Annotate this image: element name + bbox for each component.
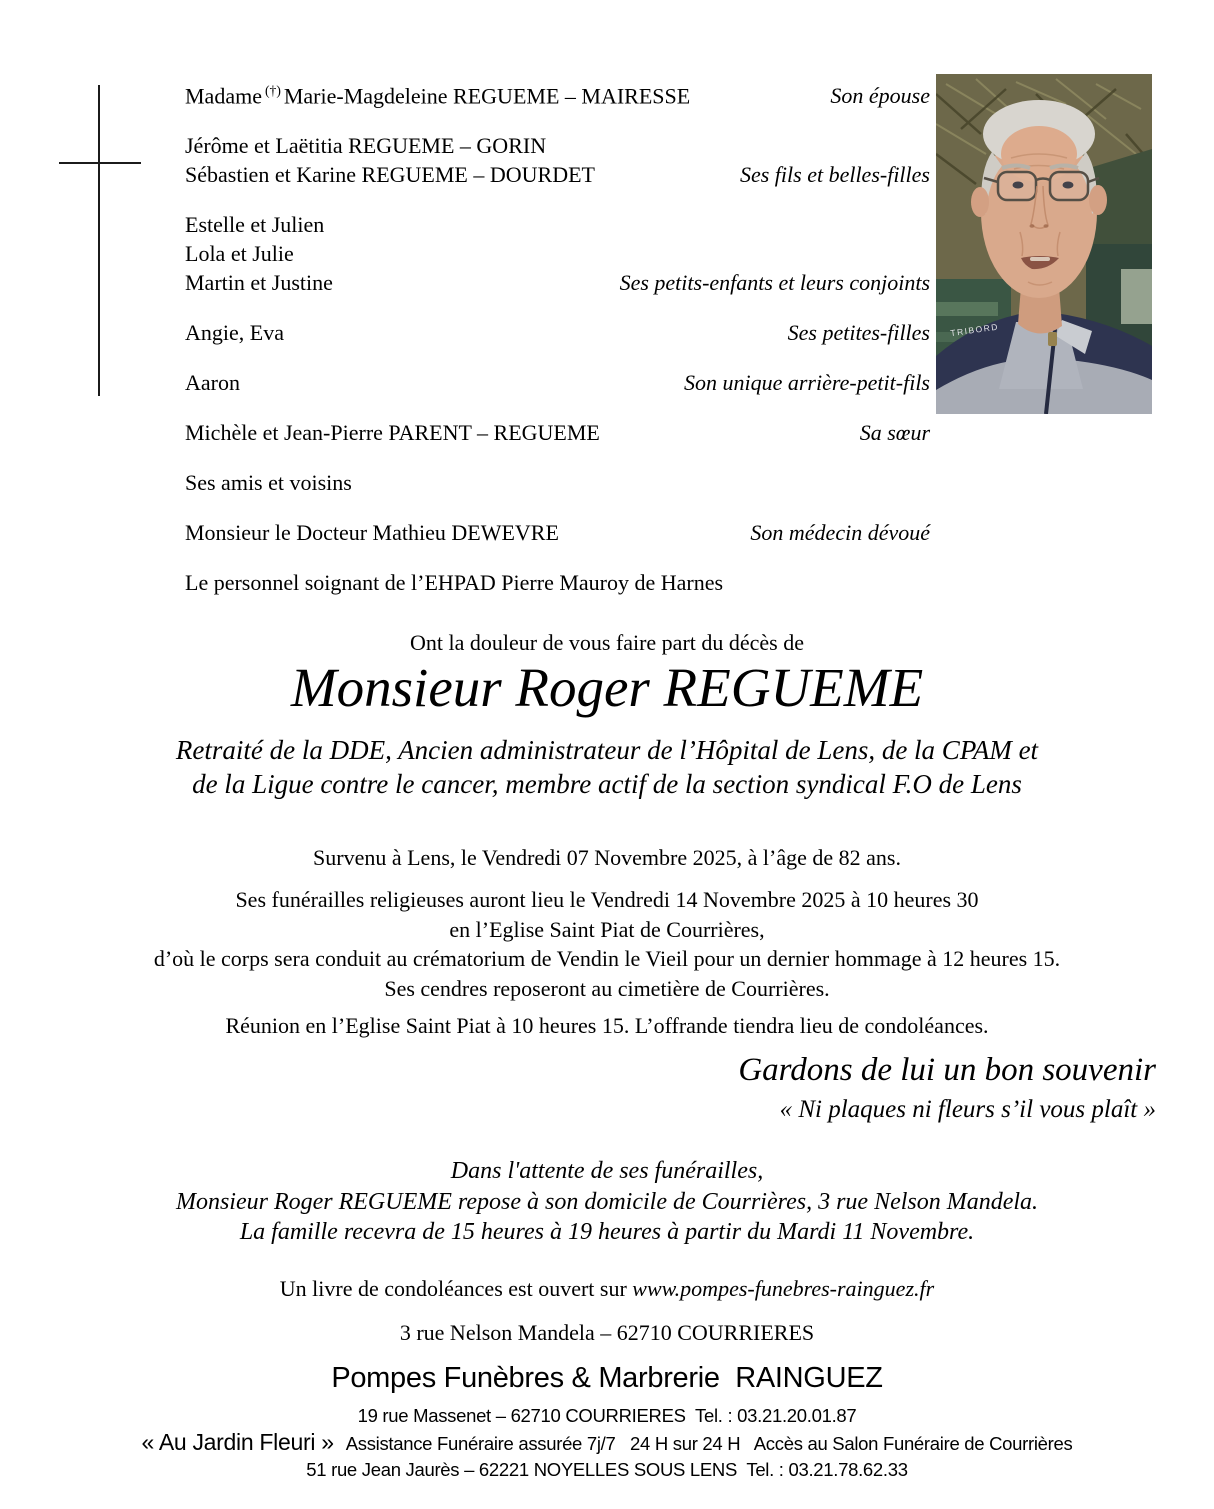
family-line: Aaron xyxy=(185,370,240,396)
condolence-text: Un livre de condoléances est ouvert sur xyxy=(279,1276,633,1301)
subtitle-line: Retraité de la DDE, Ancien administrateur de l’Hôpital de Lens, de la CPAM et xyxy=(175,735,1039,765)
family-group-granddaughters xyxy=(185,318,930,347)
relation-label: Son médecin dévoué xyxy=(750,520,930,546)
deceased-name-title: Monsieur Roger REGUEME xyxy=(290,657,924,718)
announcement-intro: Ont la douleur de vous faire part du décès de xyxy=(409,630,805,655)
funeral-details xyxy=(0,885,1214,1003)
family-line: Lola et Julie xyxy=(185,241,294,267)
repose-line: La famille recevra de 15 heures à 19 heures à partir du Mardi 11 Novembre. xyxy=(239,1219,975,1245)
family-group-friends xyxy=(185,468,930,497)
family-group-care-staff xyxy=(185,568,930,597)
deceased-address: 3 rue Nelson Mandela – 62710 COURRIERES xyxy=(399,1320,815,1345)
relation-label: Son épouse xyxy=(830,83,930,109)
subtitle-line: de la Ligue contre le cancer, membre actif de la section syndical F.O de Lens xyxy=(192,769,1022,799)
family-line xyxy=(185,76,930,110)
repose-line: Dans l'attente de ses funérailles, xyxy=(450,1158,764,1184)
portrait-photo xyxy=(936,74,1152,414)
relation-label: Son unique arrière-petit-fils xyxy=(683,370,930,396)
relation-label: Ses petites-filles xyxy=(787,320,930,346)
family-line: Michèle et Jean-Pierre PARENT – REGUEME xyxy=(185,420,600,446)
reunion-line: Réunion en l’Eglise Saint Piat à 10 heures 15. L’offrande tiendra lieu de condoléances. xyxy=(225,1013,989,1038)
funeral-line: Ses funérailles religieuses auront lieu le Vendredi 14 Novembre 2025 à 10 heures 30 xyxy=(235,887,979,912)
relation-label: Ses petits-enfants et leurs conjoints xyxy=(619,270,930,296)
deceased-subtitle xyxy=(0,733,1214,801)
repose-line: Monsieur Roger REGUEME repose à son domicile de Courrières, 3 rue Nelson Mandela. xyxy=(175,1188,1039,1215)
family-group-doctor xyxy=(185,518,930,547)
family-line: Estelle et Julien xyxy=(185,212,325,238)
funeral-home-services xyxy=(0,1429,1214,1457)
family-line: Sébastien et Karine REGUEME – DOURDET xyxy=(185,162,595,188)
memory-quote: Gardons de lui un bon souvenir xyxy=(738,1052,1156,1088)
family-group-sister xyxy=(185,418,930,447)
portrait-photo-illustration xyxy=(936,74,1152,414)
family-line: Le personnel soignant de l’EHPAD Pierre Mauroy de Harnes xyxy=(185,570,724,596)
cross-horizontal-bar xyxy=(59,162,141,164)
cross-vertical-bar xyxy=(98,85,100,396)
funeral-line: en l’Eglise Saint Piat de Courrières, xyxy=(449,916,765,942)
death-details-line: Survenu à Lens, le Vendredi 07 Novembre 2025, à l’âge de 82 ans. xyxy=(313,845,901,870)
repose-info xyxy=(0,1156,1214,1248)
funeral-line: d’où le corps sera conduit au crématorium de Vendin le Vieil pour un dernier hommage à 12 heures 15. xyxy=(153,946,1061,971)
funeral-home-name: Pompes Funèbres & Marbrerie RAINGUEZ xyxy=(331,1362,883,1394)
family-group-spouse xyxy=(185,76,930,110)
family-line: Ses amis et voisins xyxy=(185,470,352,496)
no-flowers-note: « Ni plaques ni fleurs s’il vous plaît » xyxy=(779,1096,1156,1123)
family-name-prefix: Madame xyxy=(185,83,262,109)
family-line: Monsieur le Docteur Mathieu DEWEVRE xyxy=(185,520,559,546)
funeral-home-address-1: 19 rue Massenet – 62710 COURRIERES Tel. : 03.21.20.01.87 xyxy=(357,1405,857,1426)
funeral-home-brand: « Au Jardin Fleuri » xyxy=(141,1429,334,1455)
condolence-website: www.pompes-funebres-rainguez.fr xyxy=(632,1276,935,1301)
family-line: Martin et Justine xyxy=(185,270,333,296)
funeral-home-address-2: 51 rue Jean Jaurès – 62221 NOYELLES SOUS LENS Tel. : 03.21.78.62.33 xyxy=(306,1459,908,1480)
family-list xyxy=(185,76,930,618)
deceased-dagger-mark: (†) xyxy=(264,83,281,98)
family-group-grandchildren xyxy=(185,210,930,297)
jacket-brand-text: TRIBORD xyxy=(949,321,1000,339)
relation-label: Sa sœur xyxy=(859,420,930,446)
funeral-home-footer xyxy=(0,1362,1214,1483)
family-group-great-grandson xyxy=(185,368,930,397)
family-group-sons xyxy=(185,131,930,189)
family-line: Angie, Eva xyxy=(185,320,284,346)
funeral-home-services-text: Assistance Funéraire assurée 7j/7 24 H sur 24 H Accès au Salon Funéraire de Courrières xyxy=(345,1433,1073,1454)
funeral-line: Ses cendres reposeront au cimetière de Courrières. xyxy=(384,975,830,1001)
family-line: Jérôme et Laëtitia REGUEME – GORIN xyxy=(185,133,547,159)
condolence-book-line xyxy=(0,1276,1214,1302)
relation-label: Ses fils et belles-filles xyxy=(739,162,930,188)
family-name-rest: Marie-Magdeleine REGUEME – MAIRESSE xyxy=(283,83,691,109)
memory-note xyxy=(738,1050,1156,1125)
